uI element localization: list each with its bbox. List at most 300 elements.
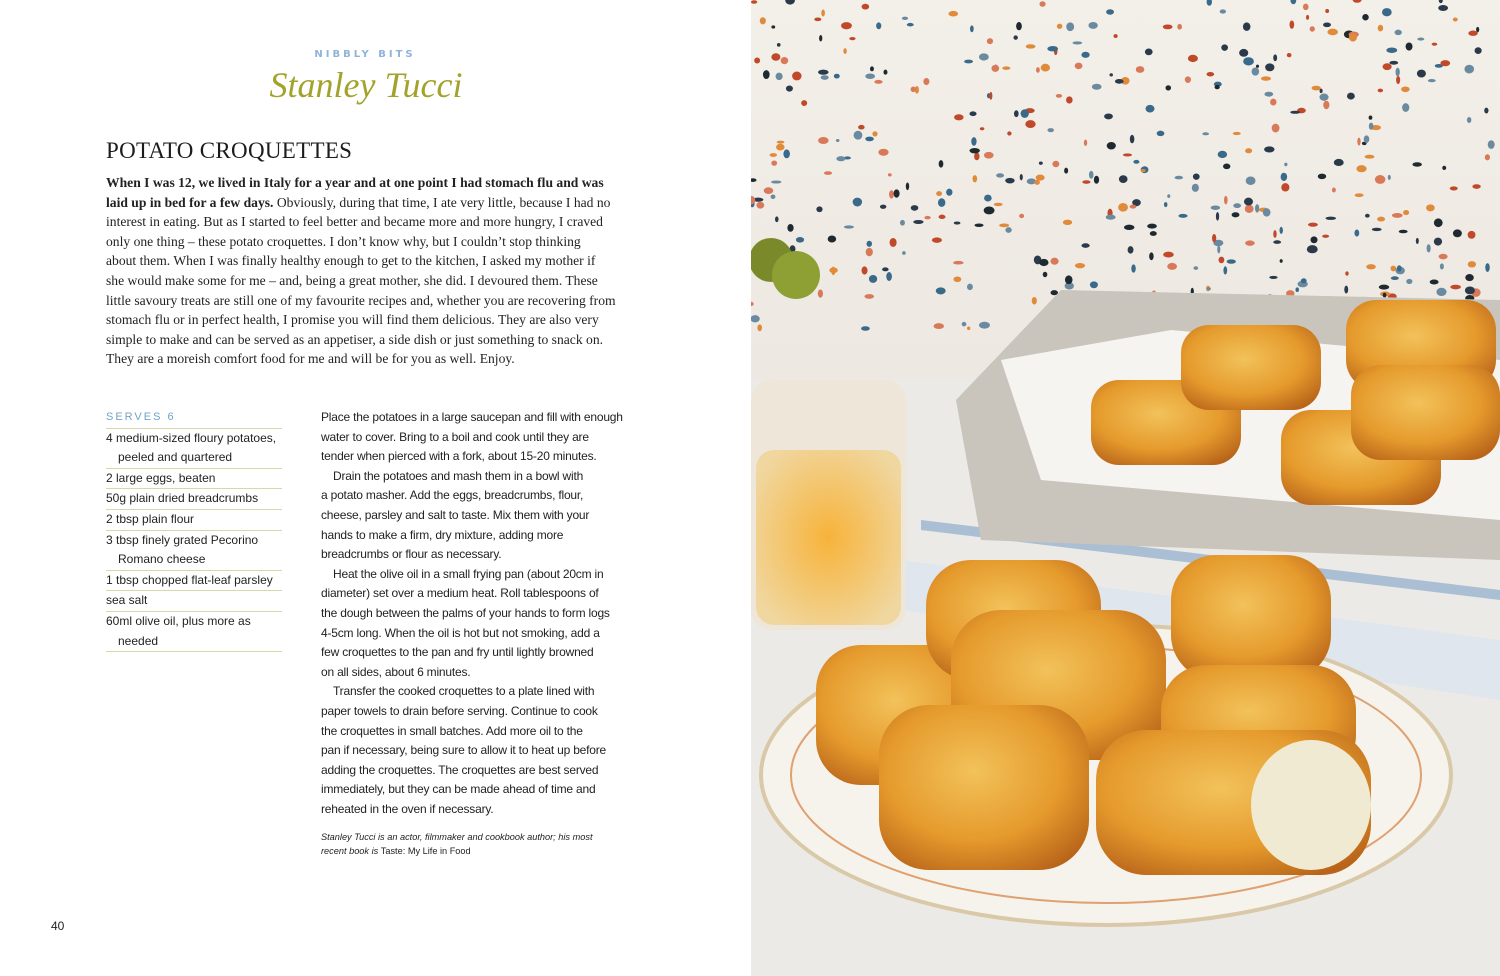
- speckle: [1084, 140, 1087, 146]
- speckle: [1412, 162, 1421, 166]
- speckle: [900, 220, 905, 226]
- speckle: [1223, 164, 1230, 170]
- method-line: breadcrumbs or flour as necessary.: [321, 547, 502, 562]
- method-line: tender when pierced with a fork, about 15-20 minutes.: [321, 449, 597, 464]
- speckle: [1369, 123, 1374, 130]
- croquette: [1171, 555, 1331, 680]
- speckle: [1215, 85, 1220, 89]
- intro-text: simple to make and can be served as an appetiser, a side dish or just something to snack on.: [106, 331, 604, 347]
- speckle: [1306, 15, 1309, 20]
- speckle: [1065, 275, 1073, 284]
- speckle: [1484, 108, 1488, 114]
- speckle: [989, 92, 992, 100]
- ingredient-line: peeled and quartered: [118, 450, 233, 465]
- speckle: [1227, 259, 1236, 263]
- intro-text: about them. When I was finally healthy enough to get to the kitchen, I asked my mother if: [106, 253, 596, 269]
- speckle: [1281, 183, 1289, 191]
- orange-drink: [756, 450, 901, 625]
- speckle: [984, 206, 995, 214]
- speckle: [970, 25, 974, 32]
- method-line: cheese, parsley and salt to taste. Mix them with your: [321, 507, 590, 522]
- speckle: [787, 224, 793, 232]
- speckle: [954, 114, 963, 120]
- speckle: [770, 153, 777, 157]
- speckle: [1401, 86, 1409, 92]
- speckle: [1364, 135, 1370, 143]
- speckle: [763, 70, 770, 79]
- speckle: [1290, 111, 1300, 114]
- speckle: [1088, 22, 1097, 29]
- speckle: [1188, 55, 1198, 62]
- speckle: [1245, 205, 1254, 213]
- speckle: [906, 182, 909, 190]
- speckle: [1233, 132, 1241, 135]
- speckle: [829, 267, 837, 273]
- speckle: [1107, 142, 1116, 149]
- speckle: [1131, 264, 1135, 272]
- speckle: [1082, 180, 1090, 184]
- speckle: [1057, 24, 1062, 29]
- speckle: [1256, 65, 1259, 68]
- speckle: [1403, 210, 1409, 215]
- method-line: Drain the potatoes and mash them in a bowl with: [333, 468, 584, 483]
- speckle: [1075, 263, 1085, 268]
- speckle: [1239, 49, 1248, 57]
- ingredient-item: [106, 591, 282, 612]
- speckle: [1430, 280, 1439, 285]
- speckle: [1163, 24, 1173, 29]
- method-line: diameter) set over a medium heat. Roll tablespoons of: [321, 586, 599, 601]
- speckle: [869, 275, 877, 283]
- speckle: [939, 215, 946, 219]
- speckle: [821, 75, 829, 80]
- ingredient-item: [106, 469, 282, 490]
- intro-line: [106, 349, 636, 369]
- speckle: [980, 127, 985, 130]
- ingredients-list: [106, 408, 282, 652]
- speckle: [866, 248, 873, 257]
- method-line: Place the potatoes in a large saucepan and fill with enough: [321, 410, 623, 424]
- ingredient-item: [106, 531, 282, 571]
- speckle: [902, 251, 906, 255]
- speckle: [984, 152, 994, 159]
- croquette-interior: [1251, 740, 1371, 870]
- speckle: [814, 17, 821, 21]
- speckle: [1245, 148, 1252, 153]
- speckle: [1382, 8, 1392, 16]
- speckle: [1119, 175, 1128, 183]
- speckle: [1475, 47, 1482, 54]
- speckle: [1399, 230, 1408, 234]
- speckle: [819, 35, 822, 41]
- intro-text: They are a moreish comfort food for me and will be for you as well. Enjoy.: [106, 351, 515, 367]
- speckle: [1052, 161, 1059, 167]
- speckle: [1233, 203, 1241, 208]
- speckle: [1094, 176, 1099, 184]
- speckle: [1303, 4, 1309, 11]
- speckle: [1301, 278, 1307, 283]
- speckle: [1378, 25, 1383, 32]
- speckle: [1123, 153, 1132, 156]
- speckle: [781, 57, 789, 64]
- speckle: [1036, 67, 1040, 73]
- speckle: [964, 60, 973, 64]
- food-photograph: [751, 0, 1500, 976]
- speckle: [777, 141, 785, 144]
- speckle: [792, 72, 801, 81]
- speckle: [1465, 274, 1473, 281]
- speckle: [866, 241, 872, 247]
- speckle: [858, 125, 865, 130]
- speckle: [1450, 285, 1461, 290]
- speckle: [1255, 204, 1259, 213]
- page-number: 40: [51, 919, 65, 933]
- speckle: [1468, 31, 1477, 36]
- speckle: [1427, 244, 1431, 252]
- speckle: [1193, 173, 1200, 179]
- ingredient-line: 60ml olive oil, plus more as: [106, 613, 251, 628]
- speckle: [801, 100, 807, 106]
- speckle: [1244, 198, 1253, 206]
- speckle: [1106, 9, 1114, 14]
- speckle: [969, 111, 976, 116]
- intro-line: [106, 330, 636, 350]
- speckle: [974, 152, 979, 160]
- speckle: [1318, 174, 1326, 180]
- speckle: [1453, 17, 1458, 21]
- speckle: [996, 173, 1004, 177]
- speckle: [1468, 231, 1476, 239]
- speckle: [1013, 35, 1017, 39]
- speckle: [1207, 72, 1215, 77]
- speckle: [1039, 161, 1043, 164]
- speckle: [1391, 266, 1397, 272]
- speckle: [841, 22, 852, 29]
- speckle: [1356, 165, 1366, 172]
- speckle: [1106, 215, 1116, 220]
- speckle: [1163, 252, 1174, 258]
- speckle: [1391, 276, 1399, 280]
- method-line: adding the croquettes. The croquettes are best served: [321, 762, 599, 777]
- speckle: [1440, 60, 1450, 66]
- speckle: [1465, 286, 1475, 294]
- speckle: [754, 57, 760, 63]
- speckle: [771, 160, 777, 165]
- speckle: [818, 289, 823, 297]
- speckle: [1319, 94, 1328, 101]
- speckle: [954, 221, 961, 224]
- speckle: [1202, 132, 1209, 135]
- speckle: [1115, 79, 1124, 84]
- speckle: [872, 131, 877, 136]
- ingredient-line: 3 tbsp finely grated Pecorino: [106, 532, 259, 547]
- speckle: [971, 137, 976, 146]
- speckle: [967, 284, 973, 290]
- speckle: [771, 53, 780, 61]
- speckle: [979, 53, 989, 60]
- ingredient-line: 2 tbsp plain flour: [106, 511, 195, 526]
- speckle: [939, 160, 944, 167]
- speckle: [987, 38, 993, 44]
- speckle: [757, 324, 762, 331]
- intro-line: [106, 193, 636, 213]
- note-line-2-italic: recent book is: [321, 846, 381, 856]
- speckle: [824, 171, 832, 175]
- speckle: [874, 80, 882, 84]
- speckle: [1157, 131, 1165, 136]
- speckle: [775, 216, 779, 222]
- speckle: [1092, 84, 1102, 90]
- speckle: [1428, 79, 1436, 82]
- speckle: [771, 25, 775, 28]
- speckle: [1221, 44, 1228, 51]
- speckle: [876, 22, 881, 29]
- speckle: [1439, 254, 1448, 260]
- speckle: [836, 139, 840, 142]
- speckle: [1386, 47, 1397, 52]
- speckle: [1377, 217, 1385, 222]
- speckle: [828, 235, 836, 242]
- speckle: [1005, 178, 1014, 184]
- speckle: [843, 48, 846, 54]
- speckle: [1014, 110, 1019, 117]
- speckle: [865, 137, 874, 142]
- speckle: [1379, 285, 1389, 290]
- intro-text: Obviously, during that time, I ate very little, because I had no: [273, 194, 611, 210]
- speckle: [861, 326, 870, 331]
- speckle: [1488, 140, 1495, 149]
- speckle: [1406, 42, 1413, 50]
- intro-text: little savoury treats are still one of my favourite recipes and, whether you are recovering from: [106, 292, 616, 308]
- speckle: [1243, 57, 1254, 65]
- speckle: [1325, 217, 1336, 220]
- speckle: [1426, 204, 1435, 211]
- speckle: [1104, 113, 1113, 119]
- method-line: pan if necessary, being sure to allow it to heat up before: [321, 743, 607, 758]
- speckle: [1442, 166, 1446, 170]
- croquettes-photo: [751, 0, 1500, 976]
- speckle: [1025, 120, 1035, 128]
- speckle: [883, 70, 887, 75]
- speckle: [1344, 286, 1348, 294]
- speckle: [1416, 238, 1419, 244]
- speckle: [1130, 135, 1135, 143]
- speckle: [1047, 46, 1058, 51]
- speckle: [1365, 155, 1375, 159]
- speckle: [1246, 177, 1256, 185]
- speckle: [1178, 214, 1187, 218]
- speckle: [1472, 184, 1480, 189]
- speckle: [1063, 220, 1072, 225]
- intro-line: [106, 212, 636, 232]
- speckle: [836, 156, 845, 161]
- speckle: [834, 74, 840, 79]
- speckle: [1264, 146, 1274, 152]
- speckle: [880, 205, 886, 209]
- speckle: [1308, 223, 1318, 227]
- speckle: [934, 323, 944, 329]
- speckle: [1468, 261, 1476, 267]
- speckle: [1147, 224, 1157, 229]
- ingredient-item: [106, 489, 282, 510]
- intro-line: [106, 251, 636, 271]
- speckle: [1453, 229, 1462, 237]
- speckle: [923, 78, 929, 85]
- author-note: [321, 830, 593, 858]
- speckle: [1218, 151, 1227, 158]
- speckle: [1039, 1, 1045, 7]
- speckle: [1417, 38, 1424, 41]
- method-text: [321, 408, 631, 819]
- speckle: [1270, 99, 1276, 106]
- speckle: [1440, 263, 1444, 269]
- speckle: [870, 66, 874, 71]
- speckle: [1064, 168, 1068, 174]
- speckle: [1355, 193, 1364, 197]
- book-title: Taste: My Life in Food: [380, 846, 471, 856]
- intro-line: [106, 291, 636, 311]
- speckle: [1252, 67, 1260, 75]
- speckle: [886, 272, 892, 281]
- speckle: [1476, 27, 1479, 32]
- note-line-1: Stanley Tucci is an actor, filmmaker and cookbook author; his most: [321, 832, 593, 842]
- speckle: [1177, 24, 1182, 30]
- speckle: [1081, 243, 1089, 248]
- method-line: reheated in the oven if necessary.: [321, 801, 494, 816]
- speckle: [760, 17, 766, 24]
- ingredient-item: [106, 429, 282, 469]
- method-line: water to cover. Bring to a boil and cook until they are: [321, 429, 589, 444]
- speckle: [1261, 76, 1271, 80]
- speckle: [1090, 281, 1098, 288]
- speckle: [1223, 266, 1227, 274]
- speckle: [1312, 86, 1321, 91]
- speckle: [786, 85, 793, 91]
- speckle: [1383, 293, 1387, 298]
- speckle: [1284, 163, 1287, 167]
- speckle: [1243, 22, 1251, 31]
- speckle: [1036, 175, 1045, 181]
- speckle: [1265, 63, 1274, 71]
- speckle: [1392, 213, 1403, 218]
- speckle: [1020, 174, 1023, 180]
- speckle: [854, 131, 863, 140]
- speckle: [1192, 184, 1199, 192]
- speckle: [771, 195, 776, 200]
- speckle: [1136, 66, 1145, 73]
- speckle: [1310, 26, 1315, 31]
- ingredient-line: 50g plain dried breadcrumbs: [106, 491, 259, 506]
- speckle: [1263, 208, 1271, 216]
- speckle: [1185, 76, 1191, 83]
- speckle: [1039, 259, 1048, 266]
- speckle: [1081, 52, 1089, 58]
- speckle: [1219, 257, 1225, 264]
- intro-text: only one thing – these potato croquettes. I don’t know why, but I couldn’t stop thinking: [106, 233, 581, 249]
- speckle: [938, 198, 945, 207]
- ingredient-line: 4 medium-sized floury potatoes,: [106, 430, 277, 445]
- recipe-title: POTATO CROQUETTES: [106, 138, 353, 163]
- speckle: [932, 237, 942, 242]
- speckle: [1019, 214, 1024, 218]
- speckle: [1436, 288, 1446, 296]
- speckle: [984, 195, 992, 202]
- speckle: [1332, 188, 1336, 193]
- method-line: Heat the olive oil in a small frying pan (about 20cm in: [333, 566, 604, 581]
- speckle: [1434, 218, 1443, 227]
- method-line: paper towels to drain before serving. Continue to cook: [321, 703, 598, 718]
- speckle: [1273, 240, 1281, 244]
- speckle: [967, 326, 970, 330]
- speckle: [936, 287, 946, 294]
- speckle: [771, 180, 781, 183]
- ingredient-item: [106, 571, 282, 592]
- intro-text: she would make some for me – and, being a great mother, she did. I devoured them. These: [106, 272, 598, 288]
- speckle: [865, 74, 875, 79]
- speckle: [1034, 180, 1040, 185]
- author-name: Stanley Tucci: [269, 65, 463, 105]
- speckle: [1016, 22, 1022, 30]
- speckle: [882, 267, 889, 271]
- speckle: [1124, 225, 1135, 230]
- speckle: [862, 4, 870, 10]
- ingredient-line: sea salt: [106, 593, 148, 608]
- speckle: [1272, 124, 1280, 133]
- intro-text: stomach flu or in perfect health, I promise you will find them delicious. They are also very: [106, 312, 599, 328]
- speckle: [1021, 109, 1029, 118]
- speckle: [1245, 240, 1255, 245]
- speckle: [1432, 43, 1438, 46]
- speckle: [949, 11, 959, 17]
- speckle: [1050, 258, 1058, 265]
- speckle: [816, 206, 822, 212]
- speckle: [1216, 212, 1219, 221]
- ingredient-item: [106, 612, 282, 652]
- speckle: [911, 87, 916, 92]
- speckle: [889, 190, 894, 198]
- speckle: [1273, 54, 1277, 61]
- speckle: [1347, 93, 1355, 100]
- speckle: [888, 173, 892, 176]
- speckle: [936, 191, 942, 196]
- speckle: [1281, 173, 1288, 181]
- speckle: [1450, 186, 1458, 190]
- speckle: [907, 23, 914, 27]
- croquette: [1351, 365, 1500, 460]
- speckle: [1389, 61, 1398, 65]
- speckle: [1113, 34, 1117, 38]
- speckle: [1007, 131, 1011, 135]
- speckle: [1323, 101, 1329, 109]
- speckle: [1383, 63, 1392, 70]
- method-line: immediately, but they can be made ahead of time and: [321, 782, 596, 797]
- speckle: [1056, 94, 1062, 98]
- speckle: [1073, 41, 1083, 44]
- speckle: [1174, 176, 1183, 180]
- speckle: [756, 202, 764, 209]
- ingredient-line: 2 large eggs, beaten: [106, 470, 216, 485]
- speckle: [1110, 73, 1113, 76]
- speckle: [844, 225, 854, 228]
- speckle: [1362, 14, 1369, 20]
- speckle: [1150, 231, 1157, 236]
- speckle: [1402, 103, 1409, 112]
- speckle: [1334, 159, 1344, 166]
- speckle: [1207, 287, 1211, 290]
- speckle: [1438, 5, 1448, 11]
- speckle: [1269, 276, 1277, 279]
- speckle: [1354, 229, 1359, 236]
